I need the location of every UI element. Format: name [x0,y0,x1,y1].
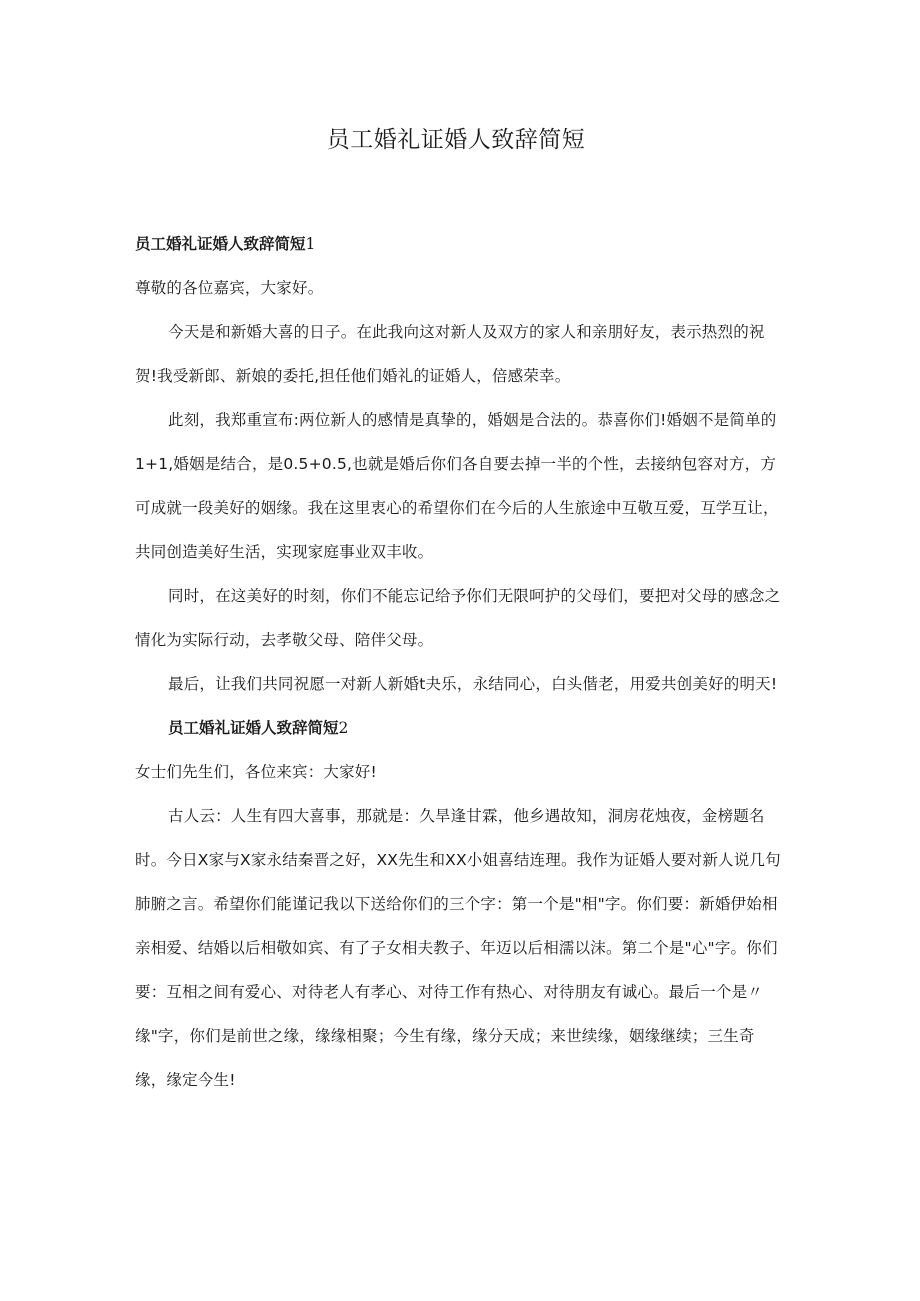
section-1-paragraph-2: 此刻，我郑重宣布:两位新人的感情是真挚的，婚姻是合法的。恭喜你们!婚姻不是简单的1+1,婚姻是结合，是0.5+0.5,也就是婚后你们各自要去掉一半的个性，去接纳包容对方，方可成就一段美好的姻缘。我在这里衷心的希望你们在今后的人生旅途中互敬互爱，互学互让，共同创造美好生活，实现家庭事业双丰收。 [135,411,779,561]
section-2-greeting: 女士们先生们，各位来宾：大家好! [135,763,377,781]
section-2-heading-number: 2 [338,719,349,737]
section-1-heading-number: 1 [305,235,316,253]
section-1-paragraph-1: 今天是和新婚大喜的日子。在此我向这对新人及双方的家人和亲朋好友，表示热烈的祝贺!我受新郎、新娘的委托,担任他们婚礼的证婚人，倍感荣幸。 [135,323,765,385]
section-2-paragraph-1: 古人云：人生有四大喜事，那就是：久旱逢甘霖，他乡遇故知，洞房花烛夜，金榜题名时。今日X家与X家永结秦晋之好，XX先生和XX小姐喜结连理。我作为证婚人要对新人说几句肺腑之言。希望你们能谨记我以下送给你们的三个字：第一个是"相"字。你们要：新婚伊始相亲相爱、结婚以后相敬如宾、有了子女相夫教子、年迈以后相濡以沫。第二个是"心"字。你们要：互相之间有爱心、对待老人有孝心、对待工作有热心、对待朋友有诚心。最后一个是〃缘"字，你们是前世之缘，缘缘相聚；今生有缘，缘分天成；来世续缘，姻缘继续；三生奇缘，缘定今生! [135,807,781,1089]
section-1-paragraph-3: 同时，在这美好的时刻，你们不能忘记给予你们无限呵护的父母们，要把对父母的感念之情化为实际行动，去孝敬父母、陪伴父母。 [135,587,781,649]
section-2-heading-text: 员工婚礼证婚人致辞简短 [168,719,339,737]
document-title: 员工婚礼证婚人致辞简短 [326,127,586,153]
document-body [135,222,785,1102]
section-1-heading-text: 员工婚礼证婚人致辞简短 [135,235,306,253]
section-1-paragraph-4: 最后，让我们共同祝愿一对新人新婚t夬乐，永结同心，白头偕老，用爱共创美好的明天! [168,675,778,693]
section-2-heading [135,706,785,750]
section-1-greeting: 尊敬的各位嘉宾，大家好。 [135,279,324,297]
section-1-heading [135,222,785,266]
